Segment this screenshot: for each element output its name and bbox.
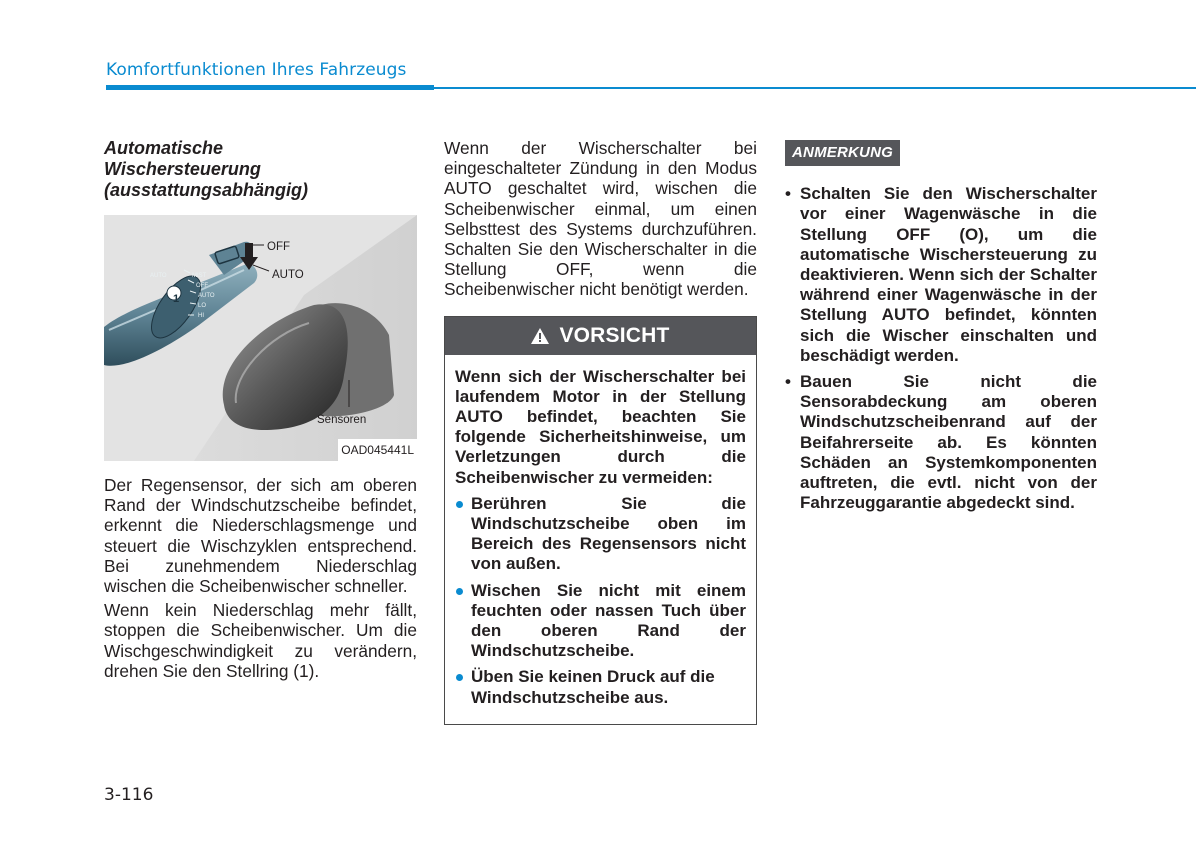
caution-item-text: Berühren Sie die Windschutzscheibe oben im Bereich des Regensensors nicht von außen. <box>471 493 746 574</box>
caution-box <box>444 316 757 725</box>
note-item <box>785 372 1097 513</box>
note-list <box>785 184 1097 513</box>
section-heading <box>104 138 417 201</box>
caution-item <box>455 494 746 575</box>
bullet-dot-icon <box>456 674 463 681</box>
label-sensor: Sensoren <box>317 414 367 426</box>
note-item-text: Schalten Sie den Wischerschalter vor einer Wagenwäsche in die Stellung OFF (O), um die automatische Wischersteuerung zu deaktivieren. Wenn sich der Schalter während einer Wagenwäsche in der Stellung AUTO befindet, könnten sich die Wischer einschalten und beschädigt werden. <box>800 184 1097 365</box>
stalk-mark-auto-2: AUTO <box>198 293 215 299</box>
paragraph-no-rain: Wenn kein Niederschlag mehr fällt, stoppen die Scheibenwischer. Um die Wischgeschwindigkeit zu verändern, drehen Sie den Stellring (1). <box>104 600 417 681</box>
caution-title: VORSICHT <box>559 323 670 347</box>
wiper-switch-figure <box>104 215 417 461</box>
heading-line-1: Automatische <box>104 138 224 158</box>
caution-list <box>455 494 746 708</box>
caution-item-text: Wischen Sie nicht mit einem feuchten oder nassen Tuch über den oberen Rand der Windschutzscheibe. <box>471 580 746 661</box>
wiper-stalk-illustration <box>104 215 417 461</box>
caution-item <box>455 581 746 662</box>
stalk-mark-lo: LO <box>198 303 207 309</box>
stalk-mark-mist: MIST <box>192 273 207 279</box>
caution-intro: Wenn sich der Wischerschalter bei laufendem Motor in der Stellung AUTO befindet, beachten Sie folgende Sicherheitshinweise, um Verletzungen durch die Scheibenwischer zu vermeiden: <box>455 366 746 487</box>
warning-icon <box>531 328 549 344</box>
label-auto: AUTO <box>272 269 304 281</box>
paragraph-auto-mode: Wenn der Wischerschalter bei eingeschalteter Zündung in den Modus AUTO geschaltet wird, wischen die Scheibenwischer einmal, um einen Selbsttest des Systems durchzuführen. Schalten Sie den Wischerschalter in die Stellung OFF, wenn die Scheibenwischer nicht benötigt werden. <box>444 138 757 300</box>
note-item <box>785 184 1097 366</box>
label-off: OFF <box>267 241 290 253</box>
heading-line-3: (ausstattungsabhängig) <box>104 180 309 200</box>
column-2 <box>444 138 757 725</box>
bullet-icon: • <box>785 372 791 392</box>
note-item-text: Bauen Sie nicht die Sensorabdeckung am oberen Windschutzscheibenrand auf der Beifahrerseite ab. Es könnten Schäden an Systemkomponenten auftreten, die evtl. nicht von der Fahrzeuggarantie abgedeckt sind. <box>800 372 1097 513</box>
caution-header <box>445 317 756 355</box>
header-title: Komfortfunktionen Ihres Fahrzeugs <box>106 60 407 80</box>
caution-body <box>445 355 756 724</box>
caution-item <box>455 667 746 707</box>
stalk-mark-auto: AUTO <box>150 273 167 279</box>
bullet-dot-icon <box>456 501 463 508</box>
header-rule-thick <box>106 85 434 90</box>
figure-code: OAD045441L <box>338 439 417 461</box>
bullet-dot-icon <box>456 588 463 595</box>
header-rule-thin <box>434 87 1196 89</box>
bullet-icon: • <box>785 184 791 204</box>
paragraph-rain-sensor: Der Regensensor, der sich am oberen Rand der Windschutzscheibe befindet, erkennt die Niederschlagsmenge und steuert die Wischzyklen entsprechend. Bei zunehmendem Niederschlag wischen die Scheibenwischer schneller. <box>104 475 417 597</box>
note-badge: ANMERKUNG <box>785 140 900 166</box>
column-1 <box>104 138 417 685</box>
page-number: 3-116 <box>104 785 154 805</box>
stalk-mark-hi: HI <box>198 313 204 319</box>
stalk-mark-off: OFF <box>196 283 208 289</box>
caution-item-text: Üben Sie keinen Druck auf die Windschutzscheibe aus. <box>471 667 715 707</box>
heading-line-2: Wischersteuerung <box>104 159 261 179</box>
column-3 <box>785 140 1097 519</box>
ring-number: 1 <box>173 293 180 305</box>
